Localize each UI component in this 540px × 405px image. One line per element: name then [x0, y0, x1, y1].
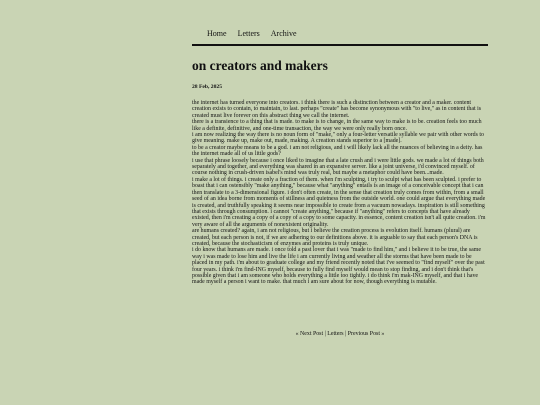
post-paragraph: i make a lot of things. i create only a fraction of them. when i'm sculpting, i try to sculpt what has been sculpted. i prefer to boast that i can ostensibly "make anything," because what "anything" entails is an image of a conceivable concept that i can then translate to a 3-dimensional figure. i don't often create, in the sense that creation truly comes from within, from a small seed of an idea borne from moments of stillness and quietness from the outside world. one could argue that everything made is created, and truthfully speaking it seems near impossible to create from a vacuum nowadays. inspiration is still something that exists through consumption. i cannot "create anything," because if "anything" refers to concepts that have already existed, then i'm creating a copy of a copy of a copy to some capacity. in essence, content creation isn't all quite creation. i'm very aware of all the arguments of nonexistent originality. — [192, 176, 486, 228]
pagination-separator: | — [343, 331, 348, 337]
nav-letters-link[interactable]: Letters — [237, 29, 260, 38]
page-container — [192, 0, 488, 337]
next-post-link[interactable]: « Next Post — [295, 331, 324, 337]
post-title: on creators and makers — [192, 58, 328, 73]
pagination-separator: | — [323, 331, 328, 337]
post-paragraph: i do know that humans are made. i once told a past lover that i was "made to find him," and i believe it to be true, the same way i was made to lose him and live the life i am currently living and weather all the storms that have been made to be placed in my path. i'm about to graduate college and my friend recently noted that i've seemed to "find myself" over the past four years. i think i'm find-ING myself, because to fully find myself would mean to stop finding, and i don't think that's possible given that i am someone who holds everything a little too tightly. i do think i'm mak-ING myself, and that i have made myself a person i want to make. that much i am sure about for now, though everything is mutable. — [192, 247, 485, 286]
nav-divider — [192, 44, 488, 46]
post-paragraph: are humans created? again, i am not religious, but i believe the creation process is evolution itself. humans (plural) are created, but each person is not, if we are adhering to our definitions above. it is arguable to say that each person's DNA is created, because the stochasticism of enzymes and proteins is truly unique. — [192, 228, 478, 247]
post-pagination — [192, 331, 488, 338]
post-body — [192, 100, 488, 286]
post-paragraph: i am now realizing the way there is no noun form of "make," only a four-letter versatile syllable we pair with other words to give meaning. make up, make out, made, making. A creation stands superior to a [made]. — [192, 132, 484, 145]
top-nav — [192, 29, 488, 43]
post-paragraph: to be a creator maybe means to be a god. i am not religious, and i will likely lack all the nuances of believing in a deity. has the internet made all of us little gods? — [192, 144, 483, 158]
post-paragraph: i use that phrase loosely because i once liked to imagine that a late crush and i were little gods. we made a lot of things both separately and together, and everything was shared in an expansive server. like a joint universe, i'd convinced myself. of course nothing in crush-driven isabel's mind was truly real, but maybe a metaphor could have been...made. — [192, 157, 484, 177]
post-paragraph: the internet has turned everyone into creators. i think there is such a distinction between a creator and a maker. content creation exists to contain, to maintain, to last. perhaps "create" has become synonymous with "to live," as in content that is created must live forever on this abstract thing we call the internet. — [192, 100, 482, 119]
post-date: 28 Feb, 2025 — [192, 84, 222, 90]
nav-home-link[interactable]: Home — [207, 29, 227, 38]
nav-archive-link[interactable]: Archive — [270, 29, 297, 38]
letters-link[interactable]: Letters — [327, 331, 344, 337]
post-paragraph: there is a transience to a thing that is made. to make is to change, in the same way to make is to be. creation feels too much like a definite, definitive, and one-time transaction, the way we were only really born once. — [192, 119, 482, 132]
previous-post-link[interactable]: Previous Post » — [347, 331, 385, 337]
